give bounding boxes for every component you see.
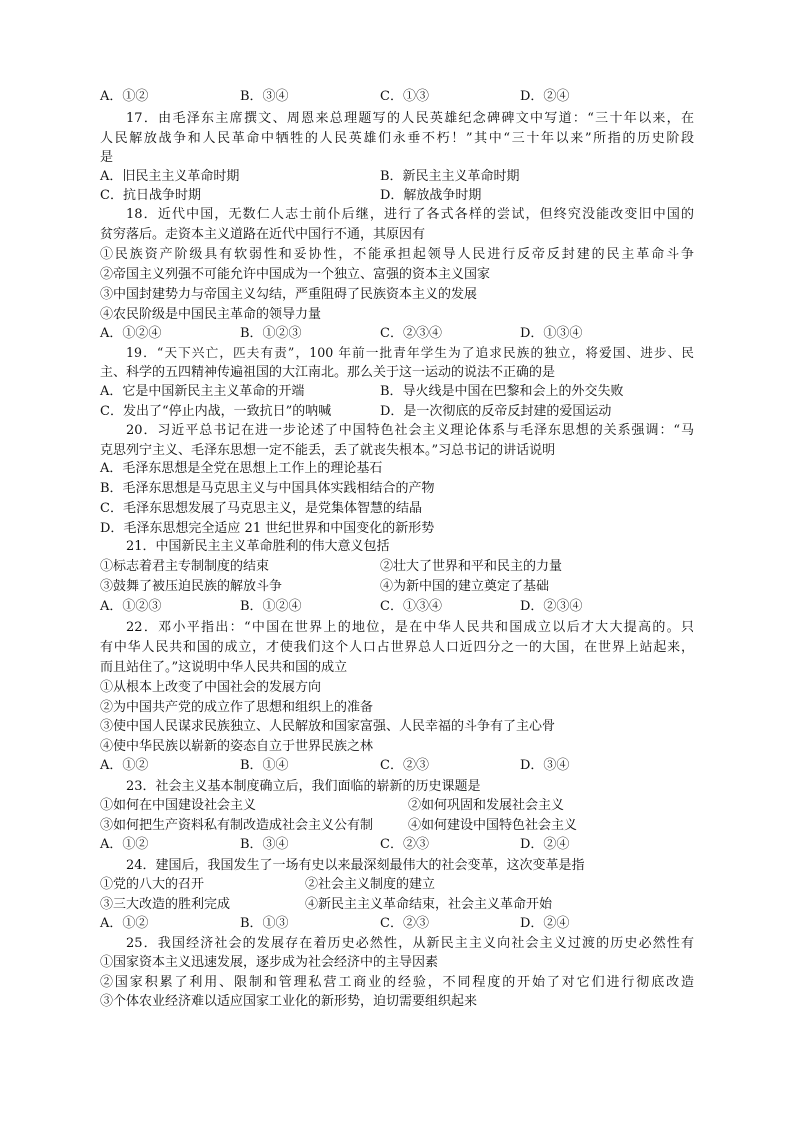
answer-option: B．①②③	[240, 326, 302, 341]
answer-option: A．①②③	[100, 599, 162, 614]
text-line: 有中华人民共和国的成立，才使我们这个人口占世界总人口近四分之一的大国，在世界上站起来，	[100, 640, 694, 655]
answer-option: A．它是中国新民主主义革命的开端	[100, 384, 305, 399]
answer-option: D．是一次彻底的反帝反封建的爱国运动	[380, 404, 612, 419]
answer-option: D．②④	[520, 837, 570, 852]
question-stem: 18．近代中国，无数仁人志士前仆后继，进行了各式各样的尝试，但终究没能改变旧中国的	[126, 207, 694, 222]
question-stem: 22．邓小平指出：“中国在世界上的地位，是在中华人民共和国成立以后才大大提高的。只	[126, 620, 694, 635]
answer-option: C．抗日战争时期	[100, 188, 201, 203]
question-stem: 19．“天下兴亡，匹夫有责”，100 年前一批青年学生为了追求民族的独立，将爱国、进步、民	[126, 345, 694, 360]
answer-option: ④为新中国的建立奠定了基础	[380, 579, 550, 594]
answer-option: ②如何巩固和发展社会主义	[408, 798, 565, 813]
text-line: ①从根本上改变了中国社会的发展方向	[100, 680, 322, 695]
answer-option: C．②③	[380, 837, 429, 852]
answer-option: A．①②④	[100, 326, 162, 341]
answer-option: B．①②④	[240, 599, 302, 614]
text-line: ③使中国人民谋求民族独立、人民解放和国家富强、人民幸福的斗争有了主心骨	[100, 719, 556, 734]
answer-option: B．①③	[240, 916, 289, 931]
answer-option: ①党的八大的召开	[100, 877, 205, 892]
answer-option: A．①②	[100, 89, 149, 104]
answer-option: C．①③④	[380, 599, 442, 614]
text-line: C．毛泽东思想发展了马克思主义，是党集体智慧的结晶	[100, 501, 422, 516]
text-line: 主、科学的五四精神传遍祖国的大江南北。那么关于这一运动的说法不正确的是	[100, 365, 556, 380]
answer-option: D．①③④	[520, 326, 583, 341]
answer-option: B．①④	[240, 758, 289, 773]
answer-option: ①标志着君主专制制度的结束	[100, 559, 270, 574]
answer-option: A．旧民主主义革命时期	[100, 169, 240, 184]
answer-option: ②社会主义制度的建立	[305, 877, 436, 892]
answer-option: ④如何建设中国特色社会主义	[408, 818, 578, 833]
text-line: 人民解放战争和人民革命中牺牲的人民英雄们永垂不朽！”其中“三十年以来”所指的历史阶段	[100, 131, 694, 146]
question-stem: 20．习近平总书记在进一步论述了中国特色社会主义理论体系与毛泽东思想的关系强调：“马	[126, 423, 694, 438]
answer-option: ②壮大了世界和平和民主的力量	[380, 559, 563, 574]
answer-option: D．②④	[520, 89, 570, 104]
text-line: 而且站住了。”这说明中华人民共和国的成立	[100, 660, 348, 675]
answer-option: A．①②	[100, 837, 149, 852]
answer-option: ③三大改造的胜利完成	[100, 897, 231, 912]
text-line: ④农民阶级是中国民主革命的领导力量	[100, 307, 322, 322]
text-line: ③个体农业经济难以适应国家工业化的新形势，迫切需要组织起来	[100, 994, 478, 1009]
text-line: D．毛泽东思想完全适应 21 世纪世界和中国变化的新形势	[100, 521, 435, 536]
answer-option: C．②③	[380, 916, 429, 931]
question-stem: 21．中国新民主主义革命胜利的伟大意义包括	[126, 539, 390, 554]
answer-option: C．②③④	[380, 326, 442, 341]
question-stem: 23．社会主义基本制度确立后，我们面临的崭新的历史课题是	[126, 779, 481, 794]
question-stem: 17．由毛泽东主席撰文、周恩来总理题写的人民英雄纪念碑碑文中写道：“三十年以来，在	[126, 111, 694, 126]
text-line: B．毛泽东思想是马克思主义与中国具体实践相结合的产物	[100, 481, 435, 496]
answer-option: B．③④	[240, 837, 289, 852]
answer-option: C．①③	[380, 89, 429, 104]
text-line: ②帝国主义列强不可能允许中国成为一个独立、富强的资本主义国家	[100, 267, 491, 282]
answer-option: ③鼓舞了被压迫民族的解放斗争	[100, 579, 283, 594]
text-line: 贫穷落后。走资本主义道路在近代中国行不通，其原因有	[100, 227, 426, 242]
answer-option: ①如何在中国建设社会主义	[100, 798, 257, 813]
answer-option: C．②③	[380, 758, 429, 773]
text-line: ②国家积累了利用、限制和管理私营工商业的经验，不同程度的开始了对它们进行彻底改造	[100, 975, 694, 990]
answer-option: A．①②	[100, 916, 149, 931]
answer-option: ④新民主主义革命结束，社会主义革命开始	[305, 897, 553, 912]
answer-option: D．③④	[520, 758, 570, 773]
question-stem: 24．建国后，我国发生了一场有史以来最深刻最伟大的社会变革，这次变革是指	[126, 858, 585, 873]
text-line: 是	[100, 150, 114, 165]
text-line: ④使中华民族以崭新的姿态自立于世界民族之林	[100, 739, 374, 754]
text-line: ①国家资本主义迅速发展，逐步成为社会经济中的主导因素	[100, 955, 439, 970]
answer-option: A．①②	[100, 758, 149, 773]
text-line: 克思列宁主义、毛泽东思想一定不能丢，丢了就丧失根本。”习总书记的讲话说明	[100, 443, 556, 458]
answer-option: B．③④	[240, 89, 289, 104]
answer-option: ③如何把生产资料私有制改造成社会主义公有制	[100, 818, 374, 833]
answer-option: C．发出了“停止内战，一致抗日”的呐喊	[100, 404, 332, 419]
text-line: ②为中国共产党的成立作了思想和组织上的准备	[100, 700, 374, 715]
answer-option: D．解放战争时期	[380, 188, 482, 203]
answer-option: D．②③④	[520, 599, 583, 614]
answer-option: B．导火线是中国在巴黎和会上的外交失败	[380, 384, 624, 399]
question-stem: 25．我国经济社会的发展存在着历史必然性，从新民主主义向社会主义过渡的历史必然性有	[126, 936, 694, 951]
text-line: ③中国封建势力与帝国主义勾结，严重阻碍了民族资本主义的发展	[100, 287, 478, 302]
answer-option: D．②④	[520, 916, 570, 931]
text-line: ①民族资产阶级具有软弱性和妥协性，不能承担起领导人民进行反帝反封建的民主革命斗争	[100, 247, 694, 262]
answer-option: B．新民主主义革命时期	[380, 169, 520, 184]
text-line: A．毛泽东思想是全党在思想上工作上的理论基石	[100, 461, 383, 476]
